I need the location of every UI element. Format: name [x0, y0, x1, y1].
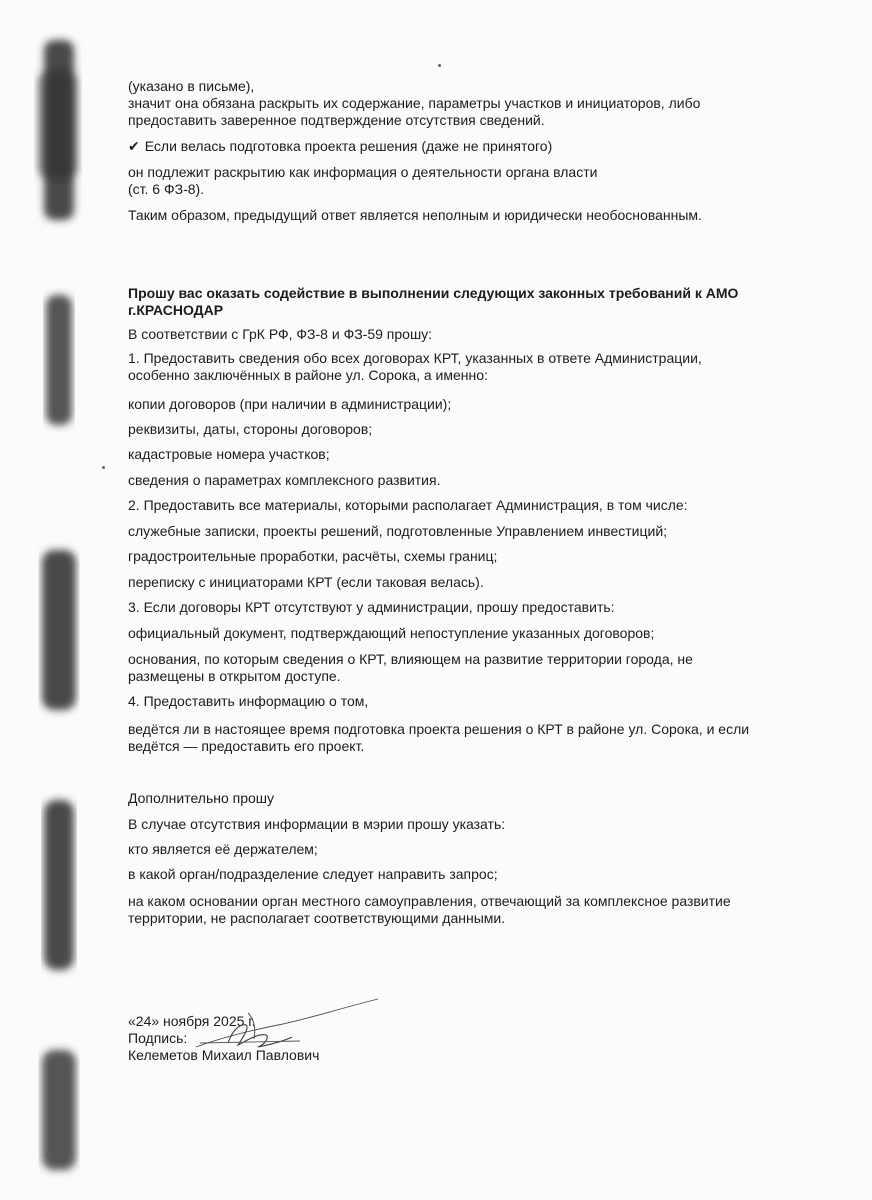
- request-heading: г.КРАСНОДАР: [128, 302, 224, 318]
- text-line: копии договоров (при наличии в администрации);: [128, 396, 452, 412]
- scan-speck: [438, 64, 441, 67]
- text-line: (ст. 6 ФЗ-8).: [128, 181, 205, 197]
- text-line: предоставить заверенное подтверждение отсутствия сведений.: [128, 112, 545, 128]
- text-line: размещены в открытом доступе.: [128, 668, 341, 684]
- checked-line: [128, 138, 552, 155]
- text-line: 3. Если договоры КРТ отсутствуют у администрации, прошу предоставить:: [128, 599, 615, 615]
- text-line: он подлежит раскрытию как информация о деятельности органа власти: [128, 164, 598, 180]
- text-line: 1. Предоставить сведения обо всех договорах КРТ, указанных в ответе Администрации,: [128, 350, 702, 366]
- scan-shadow: [26, 285, 84, 435]
- text-line: кто является её держателем;: [128, 841, 318, 857]
- scan-shadow: [26, 1040, 84, 1180]
- text-line: кадастровые номера участков;: [128, 446, 330, 462]
- text-line: значит она обязана раскрыть их содержание, параметры участков и инициаторов, либо: [128, 95, 701, 111]
- text-line: на каком основании орган местного самоуправления, отвечающий за комплексное развитие: [128, 893, 731, 909]
- text-line: ведётся — предоставить его проект.: [128, 738, 365, 754]
- signer-name: Келеметов Михаил Павлович: [128, 1047, 320, 1063]
- text-line: особенно заключённых в районе ул. Сорока, а именно:: [128, 367, 488, 383]
- text-line: реквизиты, даты, стороны договоров;: [128, 421, 373, 437]
- text-line: ведётся ли в настоящее время подготовка проекта решения о КРТ в районе ул. Сорока, и если: [128, 721, 750, 737]
- text-line: сведения о параметрах комплексного развития.: [128, 472, 441, 488]
- text-line: основания, по которым сведения о КРТ, влияющем на развитие территории города, не: [128, 651, 693, 667]
- text-line: (указано в письме),: [128, 78, 255, 94]
- text-line: территории, не располагает соответствующими данными.: [128, 910, 506, 926]
- text-line: В соответствии с ГрК РФ, ФЗ-8 и ФЗ-59 прошу:: [128, 326, 433, 342]
- text-line: Если велась подготовка проекта решения (даже не принятого): [144, 138, 553, 154]
- text-line: в какой орган/подразделение следует направить запрос;: [128, 866, 498, 882]
- text-line: служебные записки, проекты решений, подготовленные Управлением инвестиций;: [128, 523, 668, 539]
- request-heading: Прошу вас оказать содействие в выполнении следующих законных требований к АМО: [128, 285, 739, 301]
- date-line: «24» ноября 2025 г.: [128, 1013, 256, 1029]
- text-line: 2. Предоставить все материалы, которыми располагает Администрация, в том числе:: [128, 497, 688, 513]
- text-line: переписку с инициаторами КРТ (если таковая велась).: [128, 574, 484, 590]
- checkmark-icon: ✔: [128, 138, 140, 154]
- text-line: официальный документ, подтверждающий непоступление указанных договоров;: [128, 625, 655, 641]
- text-line: Таким образом, предыдущий ответ является неполным и юридически необоснованным.: [128, 207, 702, 223]
- signature-label: Подпись:: [128, 1030, 188, 1046]
- text-line: 4. Предоставить информацию о том,: [128, 693, 369, 709]
- text-line: В случае отсутствия информации в мэрии прошу указать:: [128, 816, 506, 832]
- text-line: Дополнительно прошу: [128, 790, 275, 806]
- scan-shadow: [26, 790, 84, 980]
- handwritten-signature-icon: [188, 995, 388, 1065]
- text-line: градостроительные проработки, расчёты, схемы границ;: [128, 548, 498, 564]
- scan-shadow: [26, 540, 84, 720]
- scan-speck: [102, 466, 105, 469]
- scan-shadow: [26, 30, 84, 230]
